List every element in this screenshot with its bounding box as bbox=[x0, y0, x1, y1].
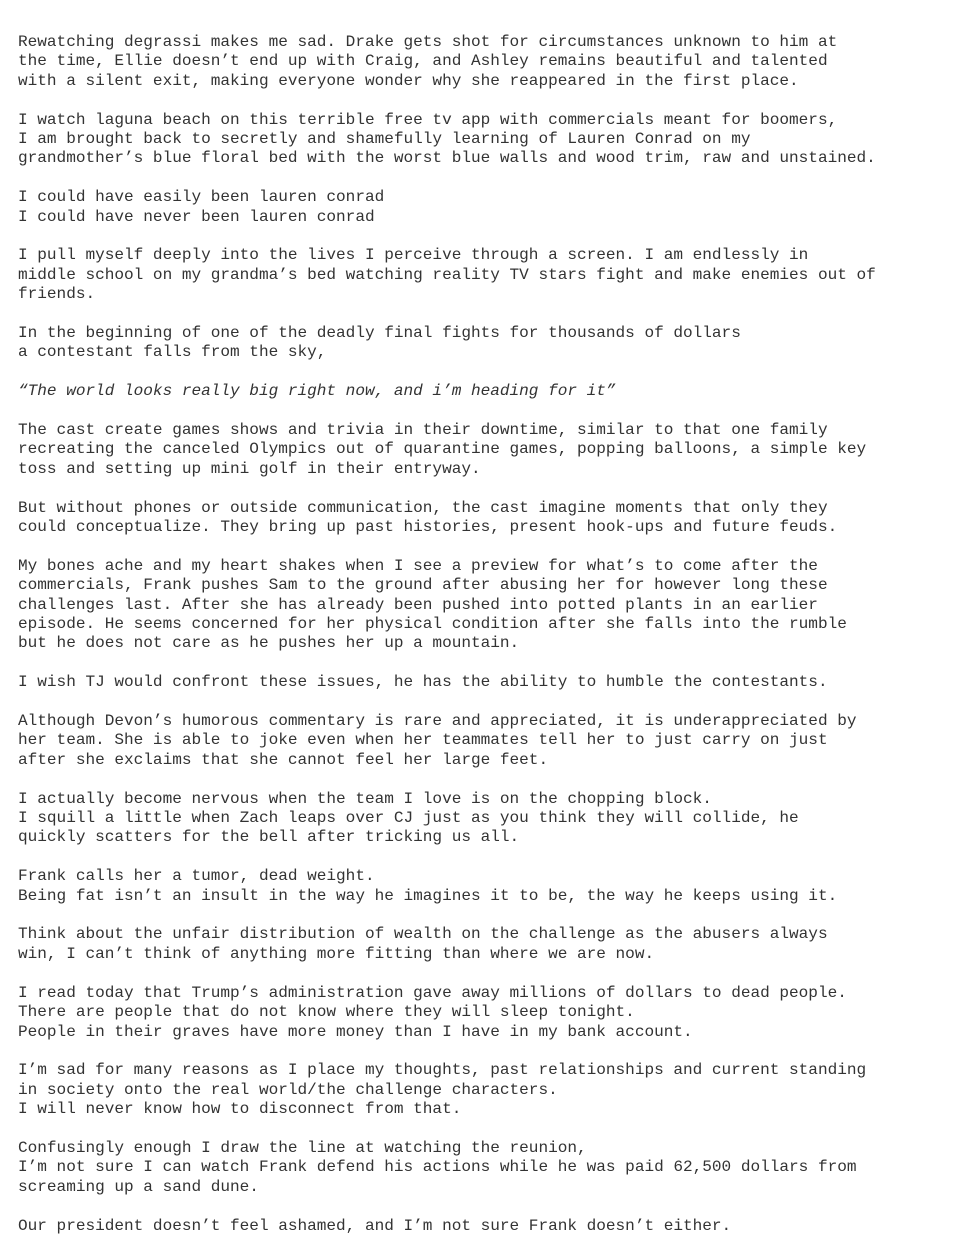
text-line: challenges last. After she has already been pushed into potted plants in an earlier bbox=[18, 595, 818, 614]
paragraph-preview bbox=[18, 557, 962, 654]
paragraph-reunion bbox=[18, 1139, 962, 1197]
text-line: Think about the unfair distribution of wealth on the challenge as the abusers always bbox=[18, 925, 828, 944]
paragraph-screen-lives bbox=[18, 246, 962, 304]
text-line: but he does not care as he pushes her up a mountain. bbox=[18, 634, 520, 653]
text-line: Being fat isn’t an insult in the way he imagines it to be, the way he keeps using it. bbox=[18, 886, 838, 905]
text-line: Although Devon’s humorous commentary is rare and appreciated, it is underappreciated by bbox=[18, 712, 857, 731]
text-line: middle school on my grandma’s bed watching reality TV stars fight and make enemies out of bbox=[18, 265, 876, 284]
paragraph-degrassi bbox=[18, 33, 962, 91]
text-line: Our president doesn’t feel ashamed, and I’m not sure Frank doesn’t either. bbox=[18, 1216, 732, 1235]
paragraph-lauren-conrad bbox=[18, 188, 962, 227]
text-line: I’m sad for many reasons as I place my thoughts, past relationships and current standing bbox=[18, 1061, 867, 1080]
text-line: recreating the canceled Olympics out of quarantine games, popping balloons, a simple key bbox=[18, 440, 867, 459]
text-line: Frank calls her a tumor, dead weight. bbox=[18, 867, 375, 886]
text-line: could conceptualize. They bring up past histories, present hook-ups and future feuds. bbox=[18, 518, 838, 537]
text-line: I squill a little when Zach leaps over CJ just as you think they will collide, he bbox=[18, 809, 799, 828]
paragraph-laguna-beach bbox=[18, 111, 962, 169]
text-line: Confusingly enough I draw the line at watching the reunion, bbox=[18, 1138, 587, 1157]
paragraph-president bbox=[18, 1217, 962, 1236]
text-line: I wish TJ would confront these issues, he has the ability to humble the contestants. bbox=[18, 673, 828, 692]
text-line: episode. He seems concerned for her physical condition after she falls into the rumble bbox=[18, 615, 847, 634]
paragraph-wealth bbox=[18, 925, 962, 964]
text-line: I could have easily been lauren conrad bbox=[18, 188, 385, 207]
paragraph-cast-games bbox=[18, 421, 962, 479]
text-line: win, I can’t think of anything more fitting than where we are now. bbox=[18, 944, 655, 963]
text-line: People in their graves have more money than I have in my bank account. bbox=[18, 1022, 693, 1041]
text-line: I pull myself deeply into the lives I perceive through a screen. I am endlessly in bbox=[18, 246, 809, 265]
text-line: I could have never been lauren conrad bbox=[18, 207, 375, 226]
text-line: I’m not sure I can watch Frank defend his actions while he was paid 62,500 dollars from bbox=[18, 1158, 857, 1177]
quote-line: “The world looks really big right now, and i’m heading for it” bbox=[18, 382, 616, 401]
text-line: In the beginning of one of the deadly final fights for thousands of dollars bbox=[18, 324, 741, 343]
paragraph-tj bbox=[18, 673, 962, 692]
text-line: But without phones or outside communication, the cast imagine moments that only they bbox=[18, 498, 828, 517]
text-line: The cast create games shows and trivia in their downtime, similar to that one family bbox=[18, 421, 828, 440]
text-line: I read today that Trump’s administration gave away millions of dollars to dead people. bbox=[18, 983, 847, 1002]
document-body bbox=[18, 33, 962, 1255]
text-line: after she exclaims that she cannot feel her large feet. bbox=[18, 750, 549, 769]
text-line: I watch laguna beach on this terrible free tv app with commercials meant for boomers, bbox=[18, 110, 838, 129]
text-line: I am brought back to secretly and shamefully learning of Lauren Conrad on my bbox=[18, 130, 751, 149]
text-line: My bones ache and my heart shakes when I see a preview for what’s to come after the bbox=[18, 556, 818, 575]
text-line: her team. She is able to joke even when her teammates tell her to just carry on just bbox=[18, 731, 828, 750]
text-line: commercials, Frank pushes Sam to the ground after abusing her for however long these bbox=[18, 576, 828, 595]
text-line: toss and setting up mini golf in their entryway. bbox=[18, 459, 481, 478]
text-line: Rewatching degrassi makes me sad. Drake gets shot for circumstances unknown to him at bbox=[18, 33, 838, 51]
text-line: quickly scatters for the bell after tricking us all. bbox=[18, 828, 520, 847]
text-line: screaming up a sand dune. bbox=[18, 1177, 259, 1196]
paragraph-quote bbox=[18, 382, 962, 401]
text-line: the time, Ellie doesn’t end up with Craig, and Ashley remains beautiful and talented bbox=[18, 52, 828, 71]
text-line: There are people that do not know where they will sleep tonight. bbox=[18, 1003, 635, 1022]
text-line: with a silent exit, making everyone wonder why she reappeared in the first place. bbox=[18, 71, 799, 90]
paragraph-chopping-block bbox=[18, 790, 962, 848]
text-line: grandmother’s blue floral bed with the worst blue walls and wood trim, raw and unstained. bbox=[18, 149, 876, 168]
paragraph-devon bbox=[18, 712, 962, 770]
paragraph-administration bbox=[18, 984, 962, 1042]
paragraph-no-phones bbox=[18, 499, 962, 538]
paragraph-final-fight bbox=[18, 324, 962, 363]
text-line: I actually become nervous when the team I love is on the chopping block. bbox=[18, 789, 712, 808]
paragraph-sad-reasons bbox=[18, 1061, 962, 1119]
text-line: in society onto the real world/the challenge characters. bbox=[18, 1080, 558, 1099]
text-line: I will never know how to disconnect from that. bbox=[18, 1100, 462, 1119]
text-line: friends. bbox=[18, 285, 96, 304]
paragraph-dead-weight bbox=[18, 867, 962, 906]
text-line: a contestant falls from the sky, bbox=[18, 343, 327, 362]
